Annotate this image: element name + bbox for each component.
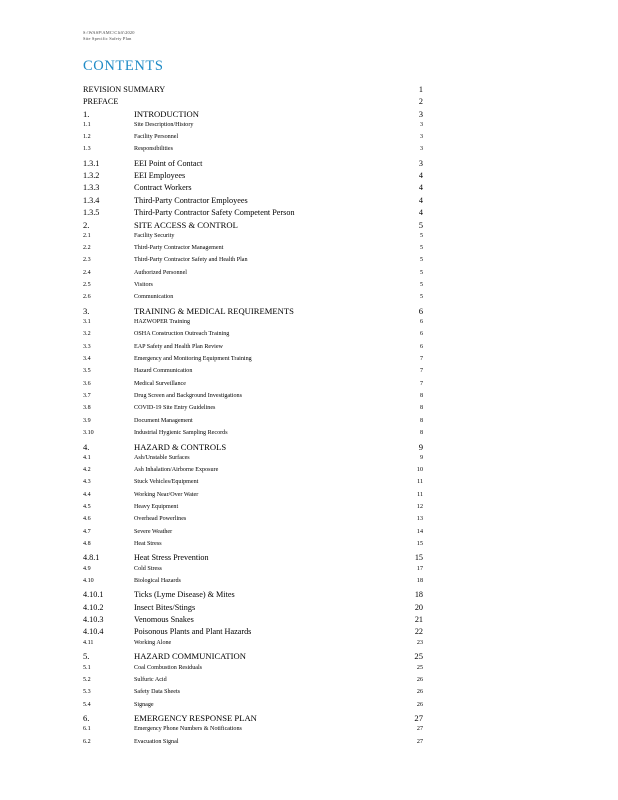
toc-entry-label: Heavy Equipment bbox=[134, 504, 179, 510]
toc-entry-label: HAZARD COMMUNICATION bbox=[134, 651, 246, 661]
toc-entry-page: 3 bbox=[418, 159, 423, 168]
toc-entry-label: Hazard Communication bbox=[134, 368, 193, 374]
toc-entry-page: 6 bbox=[418, 306, 423, 316]
toc-entry-number: PREFACE bbox=[83, 97, 119, 106]
toc-entry[interactable] bbox=[83, 195, 423, 206]
toc-entry-label: SITE ACCESS & CONTROL bbox=[134, 220, 238, 230]
toc-entry-page: 7 bbox=[419, 368, 423, 374]
toc-entry-page: 15 bbox=[416, 541, 423, 547]
toc-entry-number: 4.10 bbox=[83, 578, 94, 584]
toc-entry[interactable] bbox=[83, 442, 423, 453]
toc-entry-page: 4 bbox=[418, 208, 423, 217]
toc-entry-number: 1.2 bbox=[83, 134, 91, 140]
toc-entry-number: 4.5 bbox=[83, 504, 91, 510]
toc-entry-label: Insect Bites/Stings bbox=[134, 603, 196, 612]
toc-entry-number: 1.3.1 bbox=[83, 159, 100, 168]
toc-entry-page: 3 bbox=[419, 122, 423, 128]
toc-entry-number: 3.6 bbox=[83, 381, 91, 387]
toc-entry-page: 5 bbox=[419, 233, 423, 239]
toc-entry-label: Heat Stress bbox=[134, 541, 162, 547]
toc-entry-label: Visitors bbox=[134, 282, 153, 288]
toc-entry-label: Overhead Powerlines bbox=[134, 516, 187, 522]
toc-entry[interactable] bbox=[83, 244, 423, 253]
toc-entry-number: 6.2 bbox=[83, 739, 91, 745]
toc-entry-page: 25 bbox=[416, 665, 423, 671]
toc-entry[interactable] bbox=[83, 602, 423, 613]
page-title: CONTENTS bbox=[83, 58, 164, 74]
toc-entry[interactable] bbox=[83, 614, 423, 625]
toc-entry-page: 5 bbox=[419, 257, 423, 263]
toc-entry[interactable] bbox=[83, 133, 423, 142]
toc-entry-label: EEI Point of Contact bbox=[134, 159, 203, 168]
toc-entry[interactable] bbox=[83, 392, 423, 401]
toc-entry-label: Signage bbox=[134, 702, 154, 708]
toc-entry[interactable] bbox=[83, 528, 423, 537]
toc-entry-page: 8 bbox=[419, 430, 423, 436]
toc-entry[interactable] bbox=[83, 355, 423, 364]
toc-entry-number: 4.8.1 bbox=[83, 553, 100, 562]
toc-entry-number: 3.2 bbox=[83, 331, 91, 337]
toc-entry-label: Ticks (Lyme Disease) & Mites bbox=[134, 590, 235, 599]
toc-entry-label: Document Management bbox=[134, 418, 193, 424]
toc-entry-page: 7 bbox=[419, 356, 423, 362]
toc-entry-page: 11 bbox=[417, 492, 423, 498]
toc-entry[interactable] bbox=[83, 380, 423, 389]
toc-entry-number: 5.2 bbox=[83, 677, 91, 683]
toc-entry-label: Severe Weather bbox=[134, 529, 173, 535]
toc-entry-page: 6 bbox=[419, 344, 423, 350]
toc-entry-page: 13 bbox=[416, 516, 423, 522]
toc-entry-label: Site Description/History bbox=[134, 122, 194, 128]
toc-entry-label: Venomous Snakes bbox=[134, 615, 194, 624]
toc-entry-number: 4.10.1 bbox=[83, 590, 104, 599]
toc-entry-label: Poisonous Plants and Plant Hazards bbox=[134, 627, 252, 636]
toc-entry[interactable] bbox=[83, 664, 423, 673]
toc-entry-number: 4.10.2 bbox=[83, 603, 104, 612]
toc-entry[interactable] bbox=[83, 466, 423, 475]
toc-entry-label: Authorized Personnel bbox=[134, 270, 187, 276]
toc-entry[interactable] bbox=[83, 515, 423, 524]
toc-entry-label: Medical Surveillance bbox=[134, 381, 186, 387]
toc-entry[interactable] bbox=[83, 639, 423, 648]
toc-entry[interactable] bbox=[83, 577, 423, 586]
toc-entry-page: 25 bbox=[414, 651, 423, 661]
toc-entry-label: OSHA Construction Outreach Training bbox=[134, 331, 230, 337]
toc-entry-label: EAP Safety and Health Plan Review bbox=[134, 344, 223, 350]
toc-entry[interactable] bbox=[83, 540, 423, 549]
toc-entry-number: 4.4 bbox=[83, 492, 91, 498]
toc-entry-label: COVID-19 Site Entry Guidelines bbox=[134, 405, 216, 411]
document-header bbox=[83, 30, 135, 42]
toc-entry[interactable] bbox=[83, 565, 423, 574]
toc-entry[interactable] bbox=[83, 220, 423, 231]
toc-entry-page: 27 bbox=[416, 739, 423, 745]
toc-entry-number: 1.3.3 bbox=[83, 183, 100, 192]
toc-entry-number: 2.2 bbox=[83, 245, 91, 251]
toc-entry[interactable] bbox=[83, 738, 423, 747]
toc-entry-page: 5 bbox=[419, 294, 423, 300]
toc-entry-label: Working Alone bbox=[134, 640, 172, 646]
toc-entry[interactable] bbox=[83, 182, 423, 193]
header-line-2: Site Specific Safety Plan bbox=[83, 36, 132, 41]
toc-entry-page: 17 bbox=[416, 566, 423, 572]
toc-entry[interactable] bbox=[83, 330, 423, 339]
toc-entry-label: Facility Security bbox=[134, 233, 175, 239]
toc-entry-page: 12 bbox=[416, 504, 423, 510]
toc-entry-page: 8 bbox=[419, 393, 423, 399]
toc-entry-page: 9 bbox=[419, 455, 423, 461]
toc-entry-label: Third-Party Contractor Employees bbox=[134, 196, 248, 205]
toc-entry-number: 2.4 bbox=[83, 270, 91, 276]
toc-entry-label: HAZARD & CONTROLS bbox=[134, 442, 227, 452]
toc-entry-number: 4.6 bbox=[83, 516, 91, 522]
toc-entry-number: 2.5 bbox=[83, 282, 91, 288]
toc-entry[interactable] bbox=[83, 676, 423, 685]
toc-entry-page: 15 bbox=[414, 553, 423, 562]
toc-entry-number: 3.3 bbox=[83, 344, 91, 350]
toc-entry-page: 4 bbox=[418, 196, 423, 205]
toc-entry[interactable] bbox=[83, 503, 423, 512]
toc-entry-page: 22 bbox=[414, 627, 423, 636]
toc-entry[interactable] bbox=[83, 121, 423, 130]
toc-entry-number: 4.2 bbox=[83, 467, 91, 473]
toc-entry-label: Communication bbox=[134, 294, 174, 300]
toc-entry[interactable] bbox=[83, 454, 423, 463]
toc-entry-page: 10 bbox=[416, 467, 423, 473]
toc-entry-page: 14 bbox=[416, 529, 423, 535]
toc-entry-label: Emergency Phone Numbers & Notifications bbox=[134, 726, 242, 732]
toc-entry[interactable] bbox=[83, 207, 423, 218]
toc-entry[interactable] bbox=[83, 701, 423, 710]
toc-entry-number: 3.4 bbox=[83, 356, 91, 362]
toc-entry-number: 4.3 bbox=[83, 479, 91, 485]
toc-entry-page: 26 bbox=[416, 702, 423, 708]
toc-entry-label: Stuck Vehicles/Equipment bbox=[134, 479, 199, 485]
toc-entry[interactable] bbox=[83, 626, 423, 637]
toc-entry-number: 1. bbox=[83, 109, 90, 119]
toc-entry-number: 3.10 bbox=[83, 430, 94, 436]
toc-entry-label: Heat Stress Prevention bbox=[134, 553, 209, 562]
toc-entry[interactable] bbox=[83, 651, 423, 662]
toc-entry-number: REVISION SUMMARY bbox=[83, 85, 166, 94]
toc-entry-label: Contract Workers bbox=[134, 183, 192, 192]
toc-entry[interactable] bbox=[83, 589, 423, 600]
toc-entry[interactable] bbox=[83, 343, 423, 352]
toc-entry-number: 4.9 bbox=[83, 566, 91, 572]
toc-entry[interactable] bbox=[83, 158, 423, 169]
toc-entry-page: 9 bbox=[418, 442, 423, 452]
toc-entry-page: 8 bbox=[419, 418, 423, 424]
toc-entry-page: 5 bbox=[419, 270, 423, 276]
toc-entry[interactable] bbox=[83, 306, 423, 317]
toc-entry[interactable] bbox=[83, 109, 423, 120]
toc-entry-page: 5 bbox=[418, 220, 423, 230]
toc-entry[interactable] bbox=[83, 85, 423, 95]
toc-entry-number: 2. bbox=[83, 220, 90, 230]
toc-entry[interactable] bbox=[83, 552, 423, 563]
toc-entry-number: 4.7 bbox=[83, 529, 91, 535]
toc-entry[interactable] bbox=[83, 256, 423, 265]
toc-entry-number: 5.3 bbox=[83, 689, 91, 695]
header-line-1: S:\WASP\AMC\Cliff\2020 bbox=[83, 30, 135, 35]
toc-entry-page: 4 bbox=[418, 171, 423, 180]
toc-entry-page: 5 bbox=[419, 245, 423, 251]
toc-entry-page: 3 bbox=[418, 109, 423, 119]
toc-entry-number: 4. bbox=[83, 442, 90, 452]
toc-entry-page: 4 bbox=[418, 183, 423, 192]
toc-entry[interactable] bbox=[83, 367, 423, 376]
toc-entry-label: Cold Stress bbox=[134, 566, 162, 572]
toc-entry-number: 4.10.3 bbox=[83, 615, 104, 624]
toc-entry-page: 6 bbox=[419, 331, 423, 337]
toc-entry-page: 2 bbox=[418, 97, 423, 106]
toc-entry-page: 21 bbox=[414, 615, 423, 624]
toc-entry[interactable] bbox=[83, 281, 423, 290]
toc-entry[interactable] bbox=[83, 688, 423, 697]
toc-entry[interactable] bbox=[83, 170, 423, 181]
toc-entry-label: Biological Hazards bbox=[134, 578, 181, 584]
toc-entry-number: 3.5 bbox=[83, 368, 91, 374]
toc-entry-label: HAZWOPER Training bbox=[134, 319, 191, 325]
toc-entry-number: 1.3.4 bbox=[83, 196, 100, 205]
toc-entry[interactable] bbox=[83, 293, 423, 302]
toc-entry[interactable] bbox=[83, 417, 423, 426]
toc-entry-label: Third-Party Contractor Management bbox=[134, 245, 224, 251]
toc-entry-number: 1.3.2 bbox=[83, 171, 100, 180]
toc-entry-page: 27 bbox=[416, 726, 423, 732]
toc-entry[interactable] bbox=[83, 404, 423, 413]
toc-entry-label: Third-Party Contractor Safety and Health Plan bbox=[134, 257, 248, 263]
toc-entry-label: Third-Party Contractor Safety Competent Person bbox=[134, 208, 295, 217]
toc-entry-number: 1.3 bbox=[83, 146, 91, 152]
toc-entry-number: 4.1 bbox=[83, 455, 91, 461]
toc-entry[interactable] bbox=[83, 713, 423, 724]
toc-entry-label: Facility Personnel bbox=[134, 134, 179, 140]
toc-entry-label: Drug Screen and Background Investigations bbox=[134, 393, 242, 399]
toc-entry-number: 3.8 bbox=[83, 405, 91, 411]
toc-entry-page: 18 bbox=[414, 590, 423, 599]
toc-entry-page: 11 bbox=[417, 479, 423, 485]
toc-entry-label: Sulfuric Acid bbox=[134, 677, 167, 683]
toc-entry-label: Working Near/Over Water bbox=[134, 492, 199, 498]
toc-entry-page: 3 bbox=[419, 146, 423, 152]
toc-entry-page: 8 bbox=[419, 405, 423, 411]
toc-entry[interactable] bbox=[83, 97, 423, 107]
toc-entry-number: 4.11 bbox=[83, 640, 94, 646]
toc-entry[interactable] bbox=[83, 429, 423, 438]
toc-entry-label: Industrial Hygienic Sampling Records bbox=[134, 430, 228, 436]
toc-entry-number: 5. bbox=[83, 651, 90, 661]
toc-entry-number: 1.3.5 bbox=[83, 208, 100, 217]
toc-entry-page: 23 bbox=[416, 640, 423, 646]
toc-entry-number: 4.10.4 bbox=[83, 627, 104, 636]
toc-entry-number: 2.3 bbox=[83, 257, 91, 263]
toc-entry-page: 26 bbox=[416, 677, 423, 683]
toc-entry-number: 3.1 bbox=[83, 319, 91, 325]
toc-entry-page: 3 bbox=[419, 134, 423, 140]
toc-entry-page: 27 bbox=[414, 713, 423, 723]
toc-entry-page: 26 bbox=[416, 689, 423, 695]
toc-entry[interactable] bbox=[83, 269, 423, 278]
toc-entry-number: 6. bbox=[83, 713, 90, 723]
toc-entry[interactable] bbox=[83, 318, 423, 327]
toc-entry-number: 4.8 bbox=[83, 541, 91, 547]
toc-entry-label: TRAINING & MEDICAL REQUIREMENTS bbox=[134, 306, 294, 316]
toc-entry-page: 5 bbox=[419, 282, 423, 288]
toc-entry-number: 6.1 bbox=[83, 726, 91, 732]
toc-entry-page: 7 bbox=[419, 381, 423, 387]
toc-entry-number: 3.7 bbox=[83, 393, 91, 399]
toc-entry-number: 2.6 bbox=[83, 294, 91, 300]
toc-entry-label: Emergency and Monitoring Equipment Training bbox=[134, 356, 252, 362]
toc-entry-label: Ash/Unstable Surfaces bbox=[134, 455, 190, 461]
toc-entry-label: Responsibilities bbox=[134, 146, 173, 152]
toc-entry-label: Coal Combustion Residuals bbox=[134, 665, 203, 671]
toc-entry-number: 5.4 bbox=[83, 702, 91, 708]
toc-entry-label: INTRODUCTION bbox=[134, 109, 199, 119]
toc-entry-page: 20 bbox=[414, 603, 423, 612]
toc-entry-page: 18 bbox=[416, 578, 423, 584]
toc-entry-label: Evacuation Signal bbox=[134, 739, 179, 745]
toc-entry-label: Ash Inhalation/Airborne Exposure bbox=[134, 467, 219, 473]
toc-entry-number: 3.9 bbox=[83, 418, 91, 424]
toc-entry-number: 2.1 bbox=[83, 233, 91, 239]
toc-entry-number: 5.1 bbox=[83, 665, 91, 671]
toc-entry-label: Safety Data Sheets bbox=[134, 689, 181, 695]
toc-entry-label: EMERGENCY RESPONSE PLAN bbox=[134, 713, 257, 723]
toc-entry[interactable] bbox=[83, 491, 423, 500]
toc-entry-number: 1.1 bbox=[83, 122, 91, 128]
toc-entry[interactable] bbox=[83, 478, 423, 487]
toc-entry-label: EEI Employees bbox=[134, 171, 186, 180]
toc-entry-number: 3. bbox=[83, 306, 90, 316]
toc-entry-page: 1 bbox=[418, 85, 423, 94]
toc-entry-page: 6 bbox=[419, 319, 423, 325]
toc-entry[interactable] bbox=[83, 232, 423, 241]
toc-entry[interactable] bbox=[83, 725, 423, 734]
toc-entry[interactable] bbox=[83, 145, 423, 154]
